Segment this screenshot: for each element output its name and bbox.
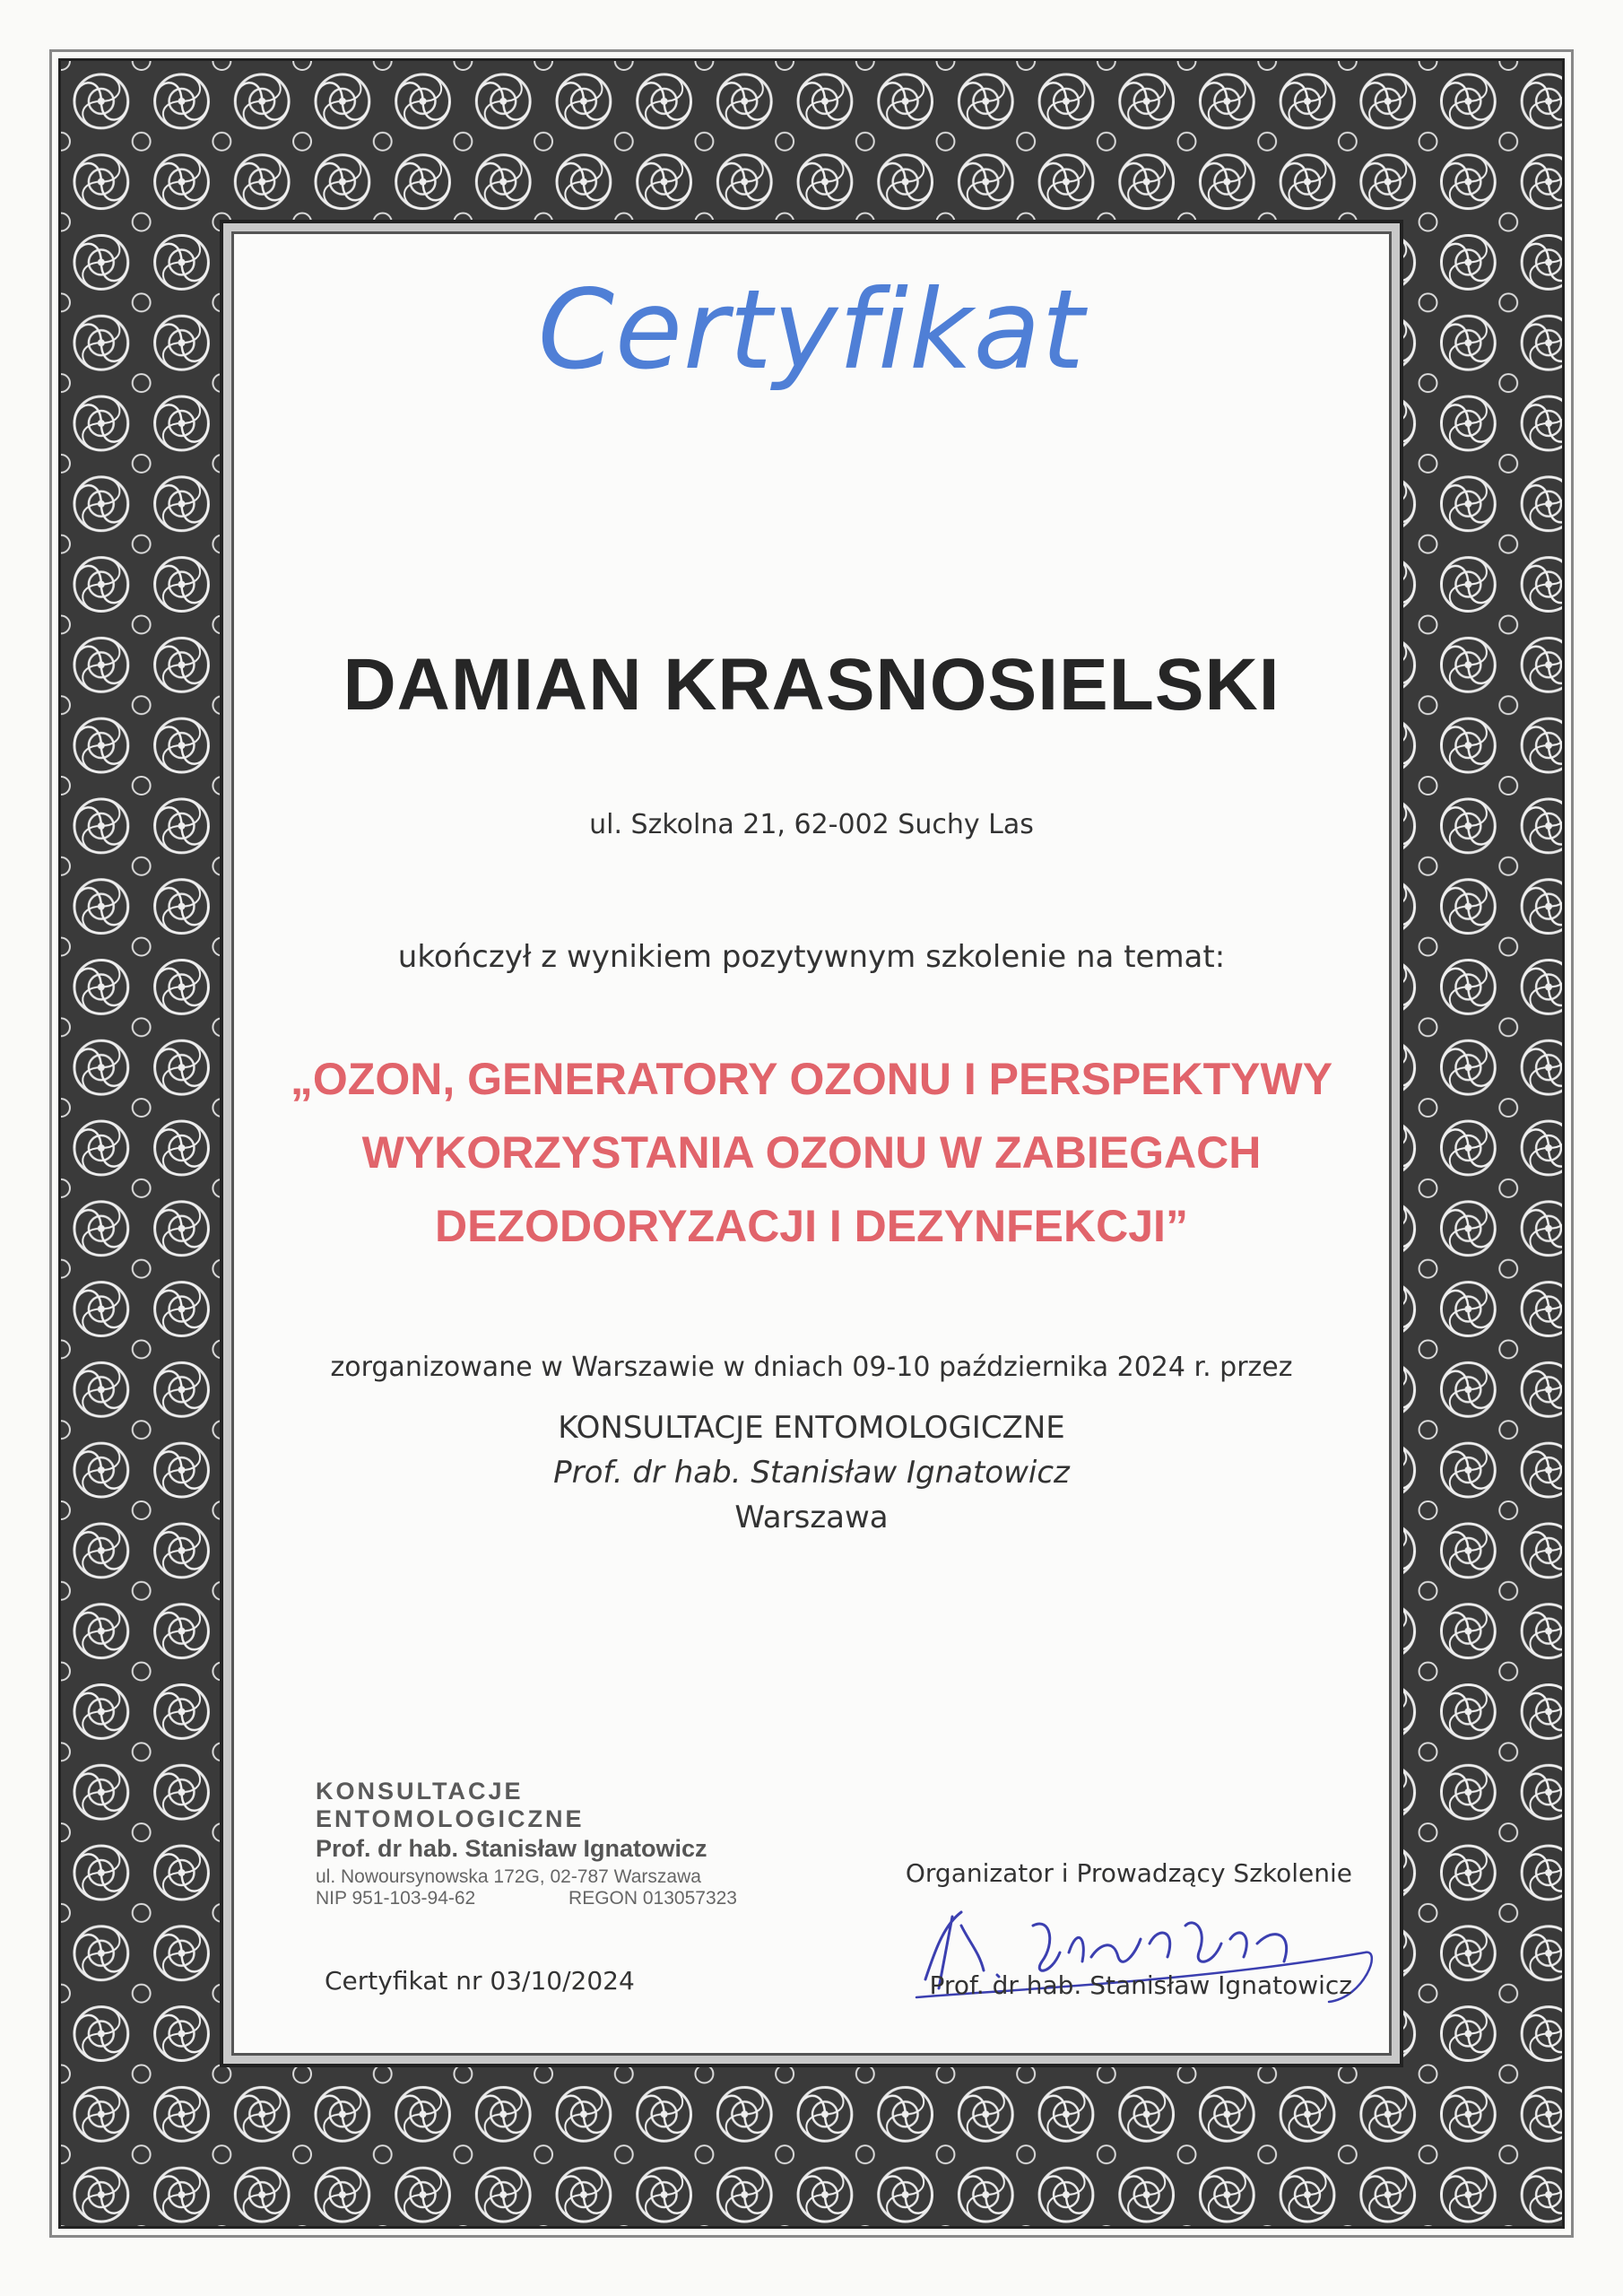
- certificate-title: Certyfikat: [537, 266, 1086, 394]
- stamp-line-company: KONSULTACJE ENTOMOLOGICZNE: [316, 1778, 585, 1832]
- organizer-person: Prof. dr hab. Stanisław Ignatowicz: [553, 1455, 1070, 1491]
- course-title-line: WYKORZYSTANIA OZONU W ZABIEGACH: [361, 1127, 1262, 1178]
- course-title: [235, 1042, 1388, 1263]
- course-title-line: „OZON, GENERATORY OZONU I PERSPEKTYWY: [290, 1054, 1333, 1104]
- organizer-role: Organizator i Prowadzący Szkolenie: [905, 1858, 1352, 1888]
- recipient-name: DAMIAN KRASNOSIELSKI: [343, 644, 1280, 726]
- organizer-name: KONSULTACJE ENTOMOLOGICZNE: [558, 1410, 1065, 1446]
- signer-name: Prof. dr hab. Stanisław Ignatowicz: [929, 1970, 1352, 2000]
- recipient-address: ul. Szkolna 21, 62-002 Suchy Las: [589, 809, 1034, 840]
- course-title-line: DEZODORYZACJI I DEZYNFEKCJI”: [435, 1201, 1188, 1251]
- stamp-line-person: Prof. dr hab. Stanisław Ignatowicz: [316, 1835, 707, 1862]
- organizer-stamp: [316, 1778, 782, 1909]
- stamp-nip: NIP 951-103-94-62: [316, 1888, 476, 1909]
- stamp-line-address: ul. Nowoursynowska 172G, 02-787 Warszawa: [316, 1866, 701, 1887]
- certificate-content: [235, 235, 1388, 2052]
- stamp-regon: REGON 013057323: [568, 1888, 737, 1909]
- organized-statement: zorganizowane w Warszawie w dniach 09-10 października 2024 r. przez: [330, 1352, 1293, 1383]
- stamp-line-ids: [316, 1888, 737, 1909]
- organizer-city: Warszawa: [734, 1500, 889, 1535]
- certificate-number: Certyfikat nr 03/10/2024: [325, 1966, 635, 1996]
- organizer-block: [235, 1405, 1388, 1540]
- completion-statement: ukończył z wynikiem pozytywnym szkolenie na temat:: [397, 939, 1226, 975]
